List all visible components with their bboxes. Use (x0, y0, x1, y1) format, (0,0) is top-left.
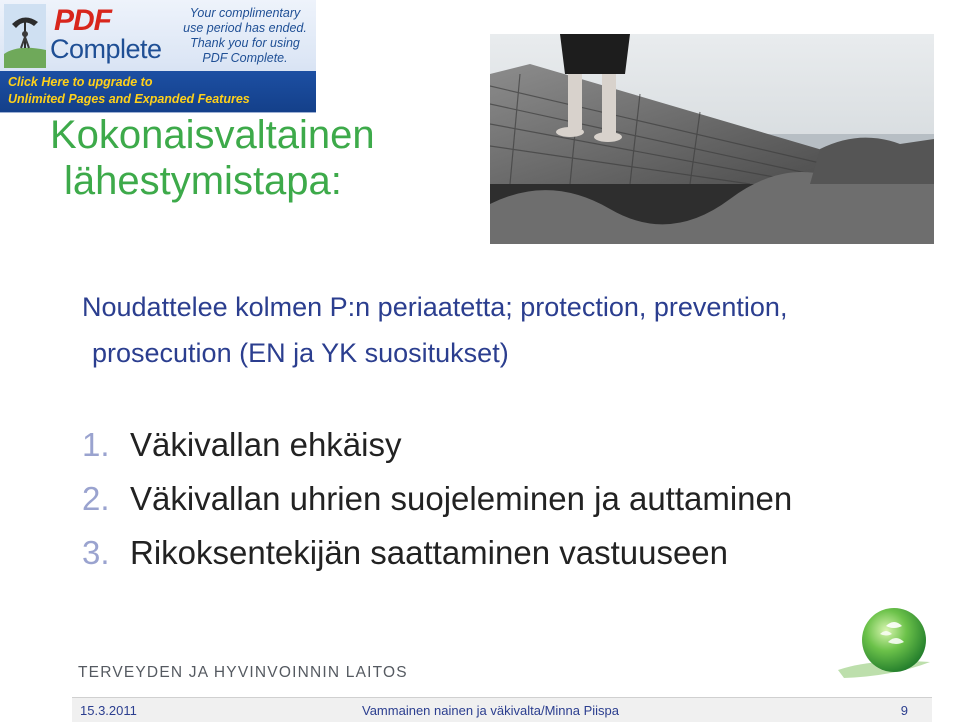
slide-title (50, 112, 375, 204)
list-item: 1. Väkivallan ehkäisy (82, 426, 402, 463)
thl-globe-icon (834, 600, 934, 684)
page-number: 9 (900, 703, 908, 718)
organization-name: TERVEYDEN JA HYVINVOINNIN LAITOS (78, 664, 408, 681)
slide-title-line1: Kokonaisvaltainen (50, 113, 375, 157)
boardwalk-photo (490, 34, 934, 244)
banner-complete-logo-text: Complete (50, 34, 162, 64)
intro-line1: Noudattelee kolmen P:n periaatetta; protection, prevention, (82, 292, 788, 322)
list-item: 3. Rikoksentekijän saattaminen vastuuseen (82, 534, 729, 571)
intro-text (82, 284, 902, 376)
upgrade-link-line1[interactable]: Click Here to upgrade to (8, 75, 153, 89)
intro-line2: prosecution (EN ja YK suositukset) (92, 338, 509, 368)
pdf-complete-banner[interactable] (0, 0, 316, 113)
footer-bar (72, 697, 932, 722)
pdf-complete-logo-icon (4, 4, 46, 68)
principles-list (82, 418, 792, 580)
footer-title: Vammainen nainen ja väkivalta/Minna Piispa (362, 703, 620, 718)
list-item: 2. Väkivallan uhrien suojeleminen ja auttaminen (82, 480, 793, 517)
banner-expired-message: Your complimentary use period has ended. Thank you for using PDF Complete. (183, 6, 307, 65)
upgrade-link-line2[interactable]: Unlimited Pages and Expanded Features (8, 92, 250, 106)
banner-pdf-logo-text: PDF (54, 4, 111, 37)
footer-date: 15.3.2011 (80, 703, 137, 718)
upgrade-link[interactable] (0, 71, 316, 112)
slide-title-line2: lähestymistapa: (64, 159, 342, 203)
